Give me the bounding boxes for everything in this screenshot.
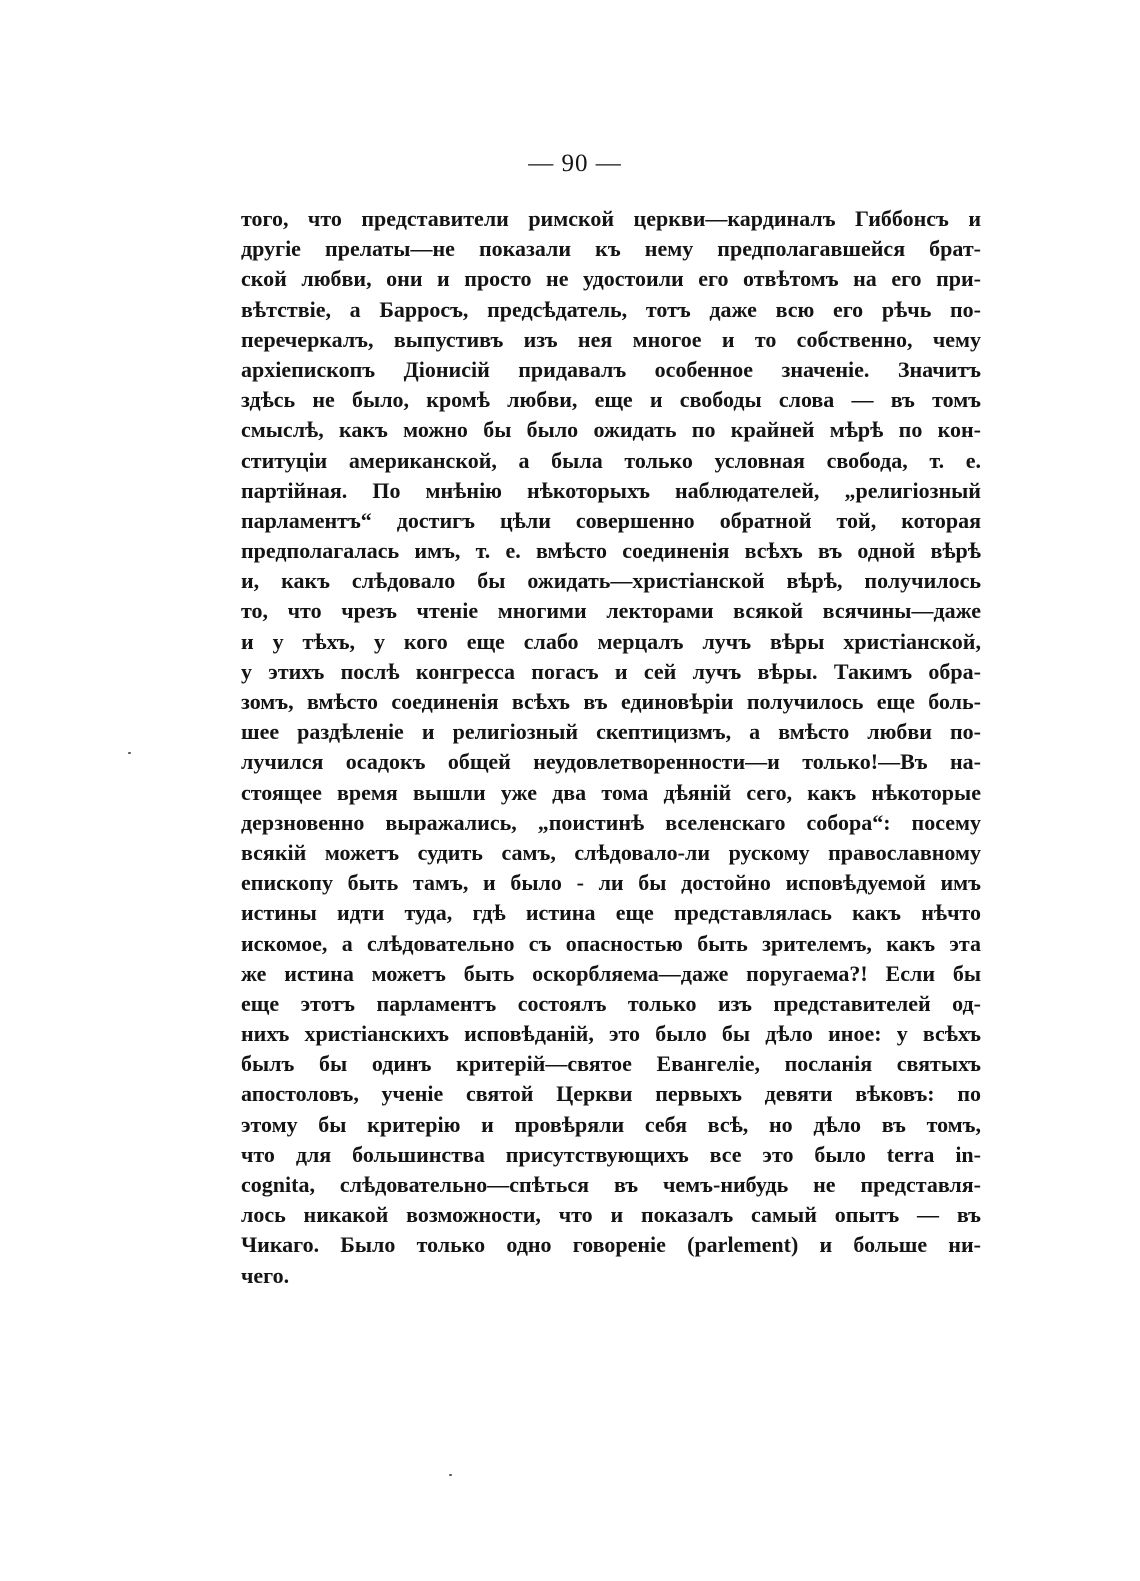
text-line: и, какъ слѣдовало бы ожидать—христіанской вѣрѣ, получилось xyxy=(241,568,981,594)
text-line: же истина можетъ быть оскорбляема—даже поругаема?! Если бы xyxy=(241,960,981,986)
text-line: партійная. По мнѣнію нѣкоторыхъ наблюдателей, „религіозный xyxy=(241,477,981,503)
text-line: Чикаго. Было только одно говореніе (parlement) и больше ни- xyxy=(241,1232,981,1258)
text-line: у этихъ послѣ конгресса погасъ и сей лучъ вѣры. Такимъ обра- xyxy=(241,658,981,684)
text-line: ской любви, они и просто не удостоили его отвѣтомъ на его при- xyxy=(241,266,981,292)
text-line: искомое, а слѣдовательно съ опасностью быть зрителемъ, какъ эта xyxy=(241,930,981,956)
text-line: дерзновенно выражались, „поистинѣ вселенскаго собора“: посему xyxy=(241,809,981,835)
text-line: апостоловъ, ученіе святой Церкви первыхъ девяти вѣковъ: по xyxy=(241,1081,981,1107)
text-line: лучился осадокъ общей неудовлетворенности—и только!—Въ на- xyxy=(241,749,981,775)
text-line: перечеркалъ, выпустивъ изъ нея многое и то собственно, чему xyxy=(241,326,981,352)
text-line: смыслѣ, какъ можно бы было ожидать по крайней мѣрѣ по кон- xyxy=(241,417,981,443)
scan-speck xyxy=(449,1474,452,1476)
text-line: cognita, слѣдовательно—спѣться въ чемъ-нибудь не представля- xyxy=(241,1172,981,1197)
text-line: былъ бы одинъ критерій—святое Евангеліе, посланія святыхъ xyxy=(241,1051,981,1077)
text-line-last: чего. xyxy=(241,1262,290,1288)
scan-speck xyxy=(128,752,131,754)
text-line: и у тѣхъ, у кого еще слабо мерцалъ лучъ вѣры христіанской, xyxy=(241,628,981,654)
body-text xyxy=(241,204,981,1291)
text-line: то, что чрезъ чтеніе многими лекторами всякой всячины—даже xyxy=(241,598,981,624)
text-line: здѣсь не было, кромѣ любви, еще и свободы слова — въ томъ xyxy=(241,387,981,413)
text-line: другіе прелаты—не показали къ нему предполагавшейся брат- xyxy=(241,236,981,262)
text-line: парламентъ“ достигъ цѣли совершенно обратной той, которая xyxy=(241,507,981,533)
text-line: что для большинства присутствующихъ все это было terra in- xyxy=(241,1141,981,1167)
text-line: ституціи американской, а была только условная свобода, т. е. xyxy=(241,447,981,473)
text-line: нихъ христіанскихъ исповѣданій, это было бы дѣло иное: у всѣхъ xyxy=(241,1021,981,1047)
page-number: — 90 — xyxy=(528,150,622,177)
text-line: стоящее время вышли уже два тома дѣяній сего, какъ нѣкоторые xyxy=(241,779,981,805)
text-line: лось никакой возможности, что и показалъ самый опытъ — въ xyxy=(241,1202,981,1228)
text-line: предполагалась имъ, т. е. вмѣсто соединенія всѣхъ въ одной вѣрѣ xyxy=(241,538,981,564)
text-line: еще этотъ парламентъ состоялъ только изъ представителей од- xyxy=(241,990,981,1016)
text-line: шее раздѣленіе и религіозный скептицизмъ, а вмѣсто любви по- xyxy=(241,719,981,745)
text-line: этому бы критерію и провѣряли себя всѣ, но дѣло въ томъ, xyxy=(241,1111,981,1137)
text-line: всякій можетъ судить самъ, слѣдовало-ли рускому православному xyxy=(241,839,981,865)
text-line: архіепископъ Діонисій придавалъ особенное значеніе. Значитъ xyxy=(241,356,981,382)
text-line: епископу быть тамъ, и было - ли бы достойно исповѣдуемой имъ xyxy=(241,870,981,896)
text-line: того, что представители римской церкви—кардиналъ Гиббонсъ и xyxy=(241,206,981,231)
text-line: истины идти туда, гдѣ истина еще представлялась какъ нѣчто xyxy=(241,900,981,926)
text-line: зомъ, вмѣсто соединенія всѣхъ въ единовѣріи получилось еще боль- xyxy=(241,689,981,714)
text-line: вѣтствіе, а Барросъ, предсѣдатель, тотъ даже всю его рѣчь по- xyxy=(241,296,981,322)
